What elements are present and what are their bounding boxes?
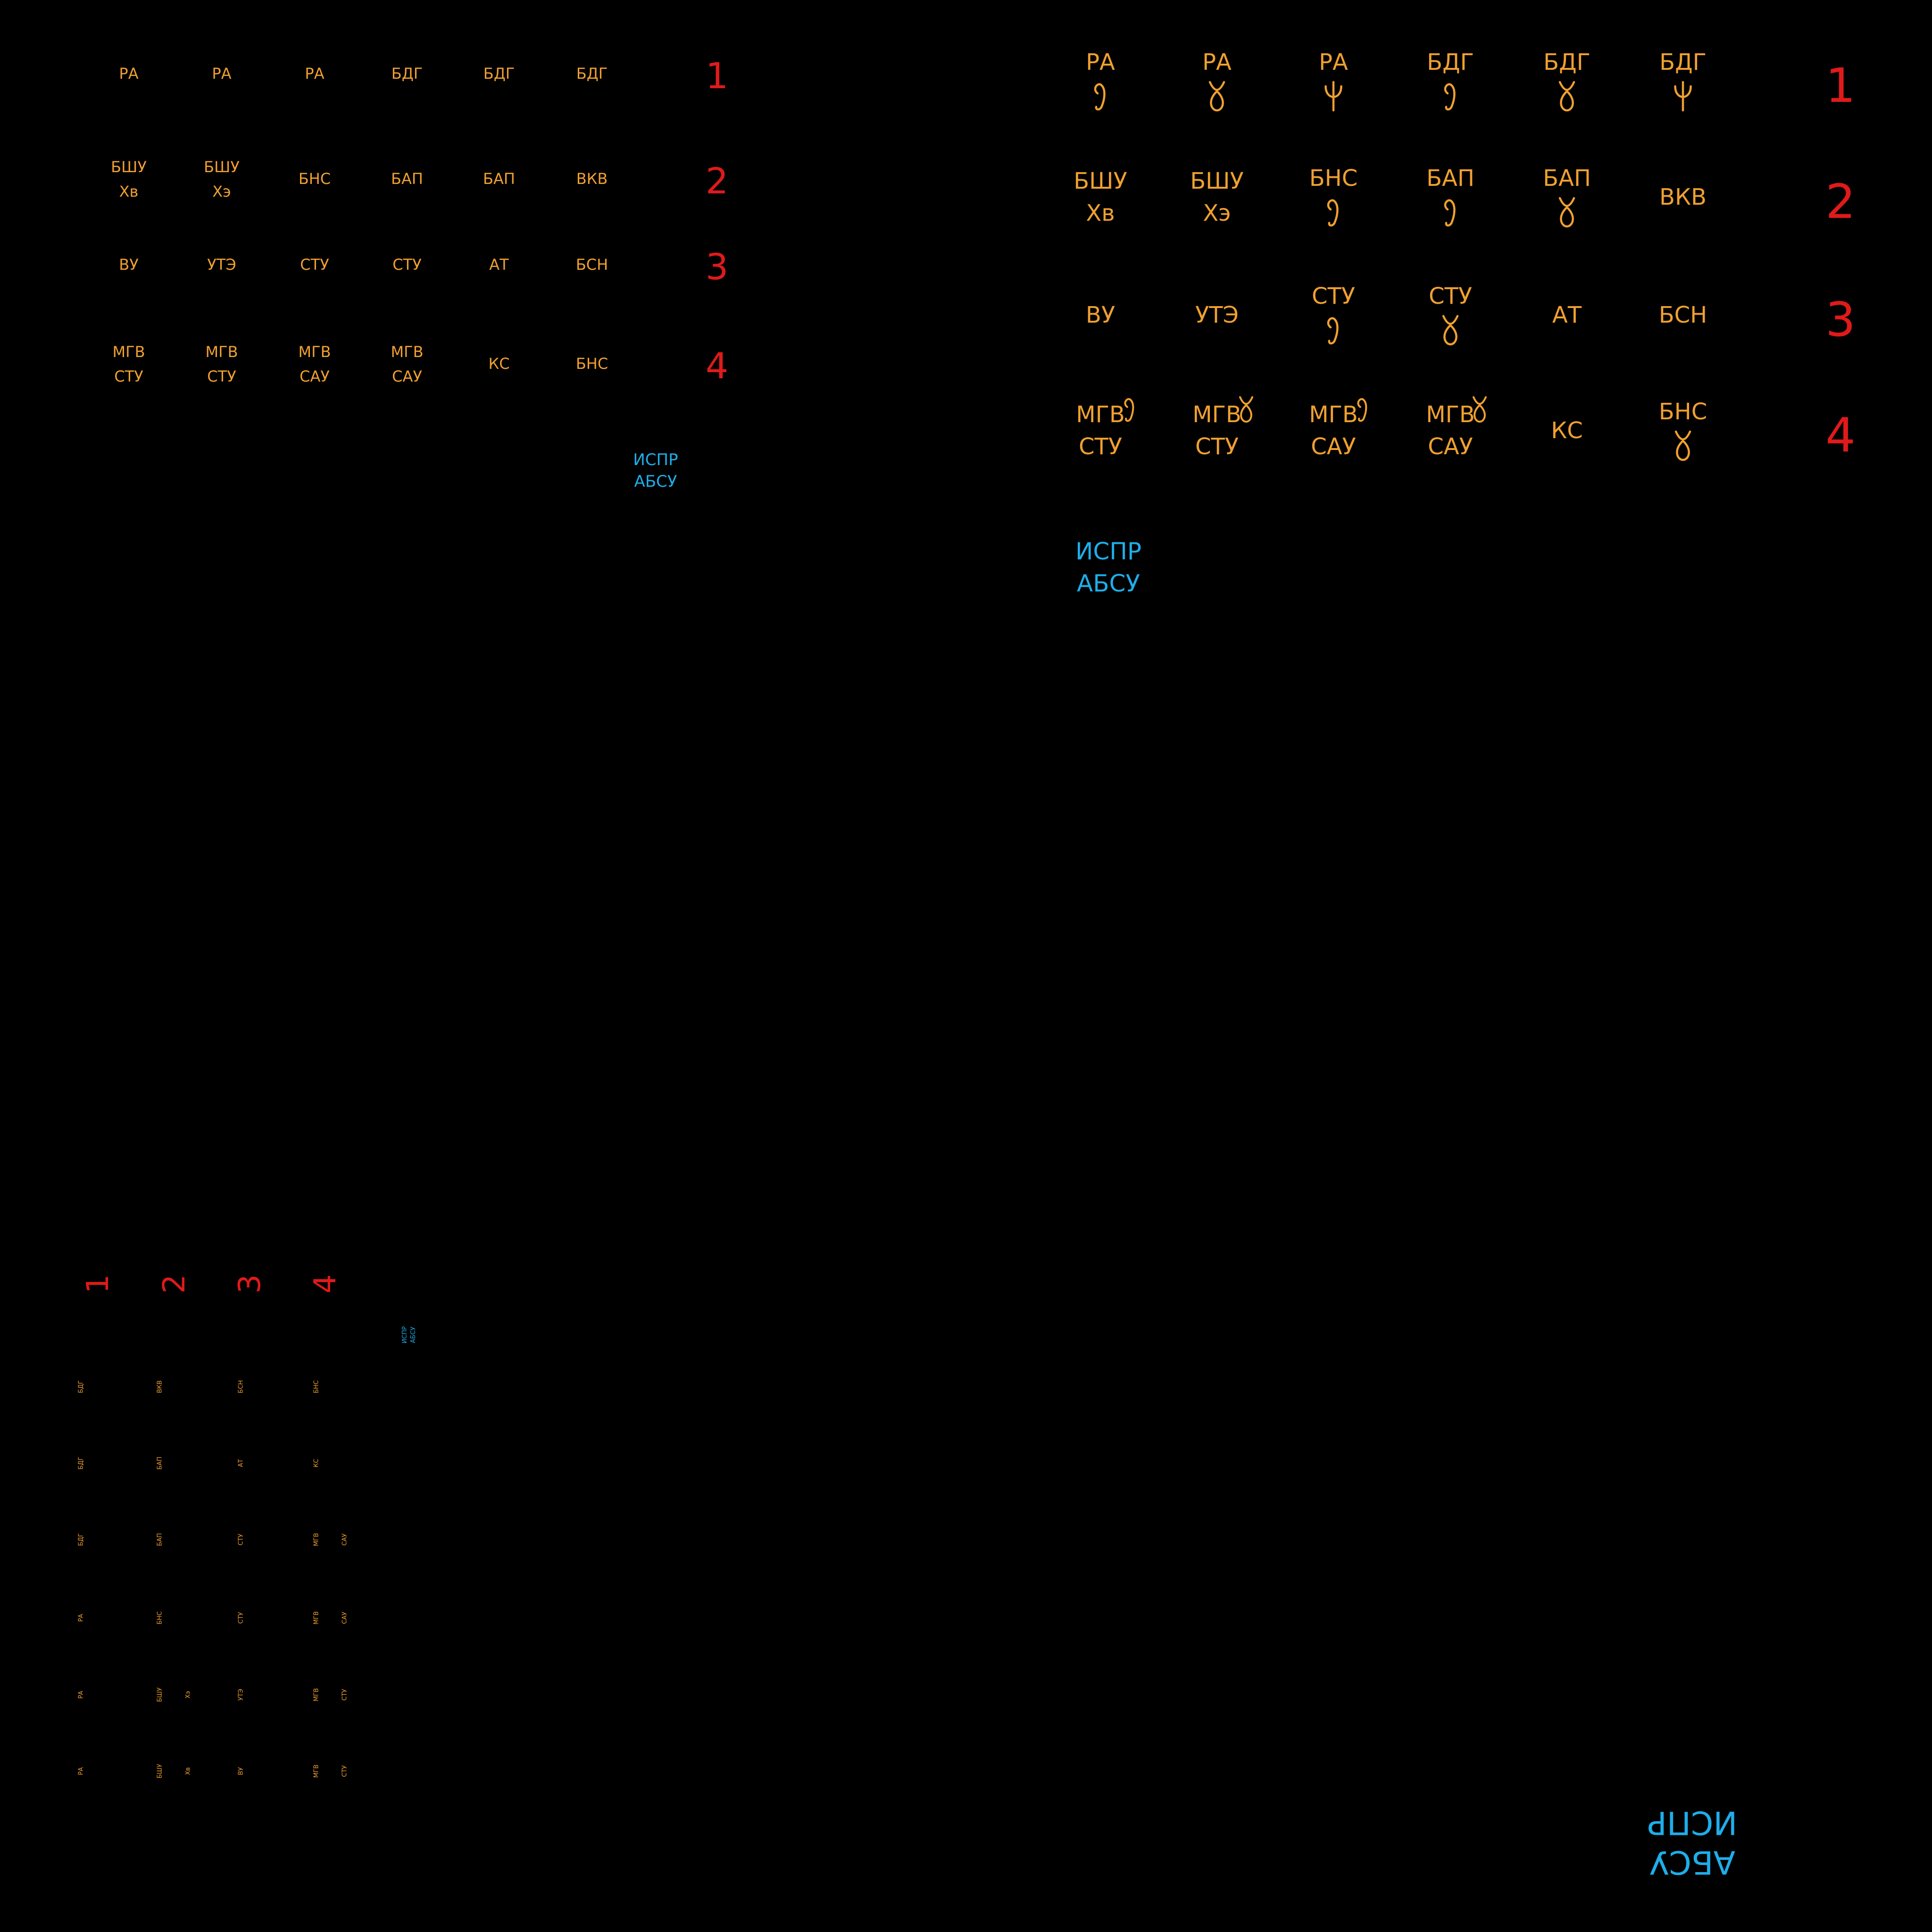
annunciator-rotated-r1c1-line1: РА bbox=[77, 1767, 85, 1775]
annunciator-rotated-r2c2-a-line1: БШУ bbox=[156, 1687, 164, 1702]
row-number-rotated-4-line1: 4 bbox=[308, 1274, 343, 1294]
annunciator-large-r4c2-line2: СТУ bbox=[1195, 433, 1239, 460]
annunciator-rotated-r2c1-a bbox=[157, 1764, 165, 1779]
annunciator-small-r1c4-line1: БДГ bbox=[391, 65, 423, 83]
annunciator-large-r2c2-line2: Хэ bbox=[1203, 200, 1231, 226]
annunciator-rotated-r4c3-a bbox=[313, 1611, 321, 1624]
row-number-small-1-line1: 1 bbox=[705, 55, 729, 97]
row-number-small-2-line1: 2 bbox=[705, 160, 729, 202]
annunciator-rotated-r3c4-line1: СТУ bbox=[237, 1533, 245, 1546]
annunciator-small-r4c3-line1: МГВ bbox=[298, 343, 331, 361]
annunciator-large-r4c1-line2: СТУ bbox=[1078, 433, 1123, 460]
annunciator-rotated-r4c1-b bbox=[341, 1765, 350, 1777]
annunciator-rotated-r4c2-a-line1: МГВ bbox=[313, 1688, 320, 1702]
row-number-rotated-2-line1: 2 bbox=[157, 1274, 192, 1294]
annunciator-large-r1c5-line1: БДГ bbox=[1543, 49, 1591, 75]
annunciator-rotated-r4c4-a-line1: МГВ bbox=[313, 1532, 320, 1547]
annunciator-large-r3c5-line1: АТ bbox=[1552, 301, 1582, 328]
annunciator-rotated-r4c3-b bbox=[341, 1612, 350, 1624]
annunciator-rotated-r2c6-line1: ВКВ bbox=[156, 1380, 164, 1393]
annunciator-large-r2c5-line1: БАП bbox=[1543, 165, 1591, 192]
annunciator-rotated-r2c2-b bbox=[185, 1691, 193, 1699]
annunciator-small-r4c1-line1: МГВ bbox=[112, 343, 145, 361]
row-number-large-3-line1: 3 bbox=[1825, 292, 1856, 347]
annunciator-large-r3c1-line1: ВУ bbox=[1085, 301, 1116, 328]
annunciator-rotated-r3c5-line1: АТ bbox=[237, 1459, 245, 1467]
annunciator-rotated-r4c4-b bbox=[341, 1533, 350, 1546]
annunciator-rotated-r2c1-b-line1: Хв bbox=[184, 1767, 192, 1775]
annunciator-large-r3c3-line1: СТУ bbox=[1311, 283, 1356, 309]
annunciator-rotated-r4c3-b-line1: САУ bbox=[341, 1612, 349, 1624]
annunciator-rotated-r4c6 bbox=[313, 1380, 321, 1393]
row-number-rotated-2 bbox=[159, 1274, 190, 1294]
annunciator-small-r3c1-line1: ВУ bbox=[119, 256, 139, 274]
annunciator-rotated-r2c2-a bbox=[157, 1688, 165, 1702]
annunciator-rotated-r3c5 bbox=[238, 1459, 246, 1467]
annunciator-rotated-r1c3-line1: РА bbox=[77, 1614, 85, 1622]
annunciator-rotated-r4c1-b-line1: СТУ bbox=[341, 1765, 349, 1777]
annunciator-rotated-r2c4-line1: БАП bbox=[156, 1533, 164, 1546]
status-absu-rotated-line1: ИСПР bbox=[401, 1326, 408, 1344]
annunciator-large-r2c1-line1: БШУ bbox=[1074, 168, 1127, 194]
annunciator-small-r1c1-line1: РА bbox=[119, 65, 139, 83]
annunciator-rotated-r2c5 bbox=[157, 1457, 165, 1470]
status-absu-large-line1: ИСПР bbox=[1075, 538, 1142, 565]
annunciator-small-r3c6-line1: БСН bbox=[575, 256, 608, 274]
row-number-large-1-line1: 1 bbox=[1825, 58, 1856, 113]
status-absu-mirrored-line1: АБСУ bbox=[1649, 1843, 1736, 1881]
annunciator-large-r2c4-line1: БАП bbox=[1426, 165, 1474, 192]
annunciator-small-r3c4-line1: СТУ bbox=[392, 256, 422, 274]
annunciator-small-r4c4-line2: САУ bbox=[392, 367, 422, 385]
annunciator-large-r4c4-line2: САУ bbox=[1428, 433, 1473, 460]
annunciator-small-r4c4-line1: МГВ bbox=[391, 343, 424, 361]
annunciator-rotated-r4c5-line1: КС bbox=[313, 1458, 320, 1468]
annunciator-rotated-r4c4-b-line1: САУ bbox=[341, 1533, 349, 1546]
annunciator-small-r2c5-line1: БАП bbox=[483, 170, 515, 188]
annunciator-rotated-r3c1-line1: ВУ bbox=[237, 1767, 245, 1775]
row-number-small-3-line1: 3 bbox=[705, 246, 729, 288]
row-number-small-4-line1: 4 bbox=[705, 345, 729, 387]
status-absu-large-line2: АБСУ bbox=[1077, 570, 1140, 597]
annunciator-small-r2c1-line1: БШУ bbox=[111, 158, 147, 176]
annunciator-rotated-r1c2-line1: РА bbox=[77, 1690, 85, 1699]
row-number-rotated-4 bbox=[310, 1274, 341, 1294]
annunciator-rotated-r4c5 bbox=[313, 1459, 321, 1467]
annunciator-large-r4c2-line1: МГВ bbox=[1192, 401, 1241, 428]
annunciator-small-r2c2-line2: Хэ bbox=[212, 183, 231, 200]
annunciator-rotated-r3c1 bbox=[238, 1767, 246, 1775]
annunciator-large-r2c1-line2: Хв bbox=[1086, 200, 1115, 226]
annunciator-small-r3c3-line1: СТУ bbox=[300, 256, 329, 274]
annunciator-small-r2c2-line1: БШУ bbox=[204, 158, 240, 176]
annunciator-rotated-r4c3-a-line1: МГВ bbox=[313, 1611, 320, 1625]
status-absu-rotated-line2: АБСУ bbox=[410, 1326, 417, 1343]
annunciator-rotated-r1c1 bbox=[78, 1767, 86, 1775]
annunciator-rotated-r1c5-line1: БДГ bbox=[77, 1457, 85, 1470]
annunciator-large-r4c6-line1: БНС bbox=[1658, 398, 1707, 425]
annunciator-rotated-r2c5-line1: БАП bbox=[156, 1457, 164, 1470]
annunciator-small-r1c3-line1: РА bbox=[305, 65, 325, 83]
annunciator-rotated-r1c3 bbox=[78, 1614, 86, 1622]
annunciator-rotated-r1c4-line1: БДГ bbox=[77, 1533, 85, 1546]
annunciator-rotated-r1c2 bbox=[78, 1691, 86, 1699]
annunciator-large-r1c1-line1: РА bbox=[1086, 49, 1115, 75]
row-number-rotated-1-line1: 1 bbox=[81, 1274, 116, 1294]
annunciator-small-r4c2-line2: СТУ bbox=[207, 367, 236, 385]
annunciator-rotated-r1c6-line1: БДГ bbox=[77, 1380, 85, 1393]
annunciator-small-r4c6-line1: БНС bbox=[575, 355, 608, 373]
annunciator-small-r4c1-line2: СТУ bbox=[114, 367, 143, 385]
annunciator-small-r2c6-line1: ВКВ bbox=[576, 170, 608, 188]
annunciator-rotated-r1c5 bbox=[78, 1457, 86, 1469]
annunciator-rotated-r2c3-line1: БНС bbox=[156, 1611, 164, 1624]
annunciator-rotated-r1c6 bbox=[78, 1380, 86, 1393]
annunciator-rotated-r2c3 bbox=[157, 1611, 165, 1624]
annunciator-rotated-r3c2-line1: УТЭ bbox=[237, 1689, 245, 1701]
annunciator-rotated-r4c1-a bbox=[313, 1765, 321, 1778]
status-absu-small-line2: АБСУ bbox=[634, 472, 677, 491]
annunciator-large-r1c6-line1: БДГ bbox=[1659, 49, 1707, 75]
annunciator-small-r1c5-line1: БДГ bbox=[483, 65, 515, 83]
status-absu-small-line1: ИСПР bbox=[633, 450, 678, 469]
annunciator-rotated-r3c4 bbox=[238, 1534, 246, 1546]
annunciator-rotated-r3c3-line1: СТУ bbox=[237, 1612, 245, 1624]
annunciator-rotated-r3c2 bbox=[238, 1689, 246, 1701]
annunciator-large-r3c6-line1: БСН bbox=[1658, 301, 1707, 328]
annunciator-small-r2c4-line1: БАП bbox=[391, 170, 423, 188]
annunciator-large-r1c4-line1: БДГ bbox=[1427, 49, 1474, 75]
row-number-rotated-3 bbox=[235, 1274, 265, 1294]
row-number-large-2-line1: 2 bbox=[1825, 174, 1856, 229]
annunciator-small-r4c2-line1: МГВ bbox=[205, 343, 238, 361]
annunciator-rotated-r4c6-line1: БНС bbox=[313, 1380, 320, 1393]
annunciator-small-r1c2-line1: РА bbox=[212, 65, 232, 83]
annunciator-small-r2c3-line1: БНС bbox=[298, 170, 331, 188]
annunciator-large-r1c2-line1: РА bbox=[1202, 49, 1232, 75]
annunciator-rotated-r1c4 bbox=[78, 1533, 86, 1546]
annunciator-rotated-r2c1-a-line1: БШУ bbox=[156, 1764, 164, 1779]
annunciator-rotated-r2c6 bbox=[157, 1380, 165, 1393]
annunciator-rotated-r4c2-b-line1: СТУ bbox=[341, 1689, 349, 1701]
annunciator-rotated-r3c3 bbox=[238, 1612, 246, 1624]
annunciator-large-r4c4-line1: МГВ bbox=[1426, 401, 1475, 428]
annunciator-rotated-r4c2-b bbox=[341, 1689, 350, 1701]
annunciator-large-r2c2-line1: БШУ bbox=[1190, 168, 1244, 194]
annunciator-large-r2c3-line1: БНС bbox=[1309, 165, 1358, 192]
annunciator-small-r3c2-line1: УТЭ bbox=[207, 256, 236, 274]
annunciator-rotated-r3c6 bbox=[238, 1380, 246, 1393]
row-number-large-4-line1: 4 bbox=[1825, 408, 1856, 463]
annunciator-large-r3c4-line1: СТУ bbox=[1428, 283, 1473, 309]
row-number-rotated-1 bbox=[81, 1274, 116, 1294]
annunciator-rotated-r4c2-a bbox=[313, 1688, 321, 1701]
annunciator-large-r3c2-line1: УТЭ bbox=[1195, 301, 1239, 328]
status-absu-rotated bbox=[401, 1326, 418, 1343]
annunciator-large-r4c5-line1: КС bbox=[1551, 417, 1583, 444]
annunciator-small-r1c6-line1: БДГ bbox=[576, 65, 608, 83]
annunciator-rotated-r4c1-a-line1: МГВ bbox=[313, 1764, 320, 1778]
annunciator-large-r4c3-line1: МГВ bbox=[1309, 401, 1358, 428]
annunciator-large-r1c3-line1: РА bbox=[1319, 49, 1348, 75]
annunciator-rotated-r3c6-line1: БСН bbox=[237, 1380, 245, 1393]
annunciator-small-r4c3-line2: САУ bbox=[300, 367, 330, 385]
annunciator-rotated-r2c4 bbox=[157, 1533, 165, 1546]
annunciator-large-r2c6-line1: ВКВ bbox=[1659, 183, 1707, 210]
annunciator-large-r4c3-line2: САУ bbox=[1311, 433, 1356, 460]
annunciator-small-r4c5-line1: КС bbox=[488, 355, 510, 373]
status-absu-mirrored-line2: ИСПР bbox=[1647, 1804, 1738, 1841]
annunciator-large-r4c1-line1: МГВ bbox=[1076, 401, 1125, 428]
annunciator-rotated-r2c2-b-line1: Хэ bbox=[184, 1690, 192, 1699]
status-absu-mirrored bbox=[1648, 1802, 1738, 1882]
annunciator-rotated-r2c1-b bbox=[185, 1767, 193, 1775]
annunciator-small-r2c1-line2: Хв bbox=[119, 183, 139, 200]
annunciator-rotated-r4c4-a bbox=[313, 1533, 321, 1546]
annunciator-small-r3c5-line1: АТ bbox=[489, 256, 509, 274]
row-number-rotated-3-line1: 3 bbox=[233, 1274, 267, 1294]
